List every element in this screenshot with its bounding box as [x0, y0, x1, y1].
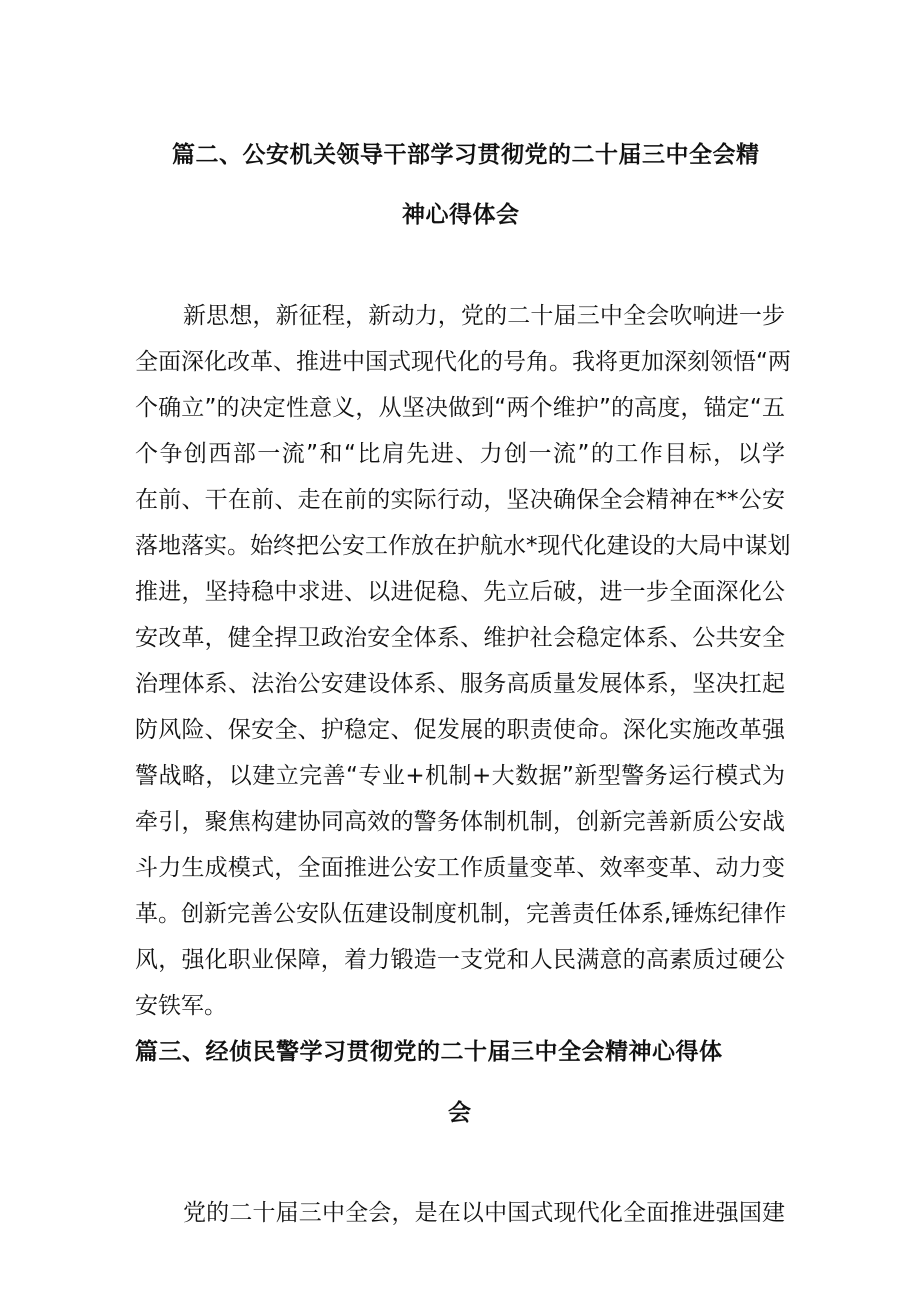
paragraph-line: 全面深化改革、推进中国式现代化的号角。我将更加深刻领悟“两	[135, 349, 791, 375]
paragraph-line: 在前、干在前、走在前的实际行动，坚决确保全会精神在**公安	[135, 487, 785, 513]
section3-title-line1: 篇三、经侦民警学习贯彻党的二十届三中全会精神心得体	[135, 1039, 723, 1065]
paragraph-line: 牵引，聚焦构建协同高效的警务体制机制，创新完善新质公安战	[135, 809, 785, 835]
section2-title-line1: 篇二、公安机关领导干部学习贯彻党的二十届三中全会精	[172, 142, 760, 168]
paragraph-line: 党的二十届三中全会，是在以中国式现代化全面推进强国建	[183, 1200, 785, 1226]
paragraph-line: 治理体系、法治公安建设体系、服务高质量发展体系，坚决扛起	[135, 671, 785, 697]
paragraph-line: 安改革，健全捍卫政治安全体系、维护社会稳定体系、公共安全	[135, 625, 785, 651]
paragraph-line: 斗力生成模式，全面推进公安工作质量变革、效率变革、动力变	[135, 855, 785, 881]
paragraph-line: 革。创新完善公安队伍建设制度机制，完善责任体系,锤炼纪律作	[135, 901, 787, 927]
paragraph-line: 个争创西部一流”和“比肩先进、力创一流”的工作目标，以学	[135, 441, 785, 467]
paragraph-line: 个确立”的决定性意义，从坚决做到“两个维护”的高度，锚定“五	[135, 395, 785, 421]
section3-title-line2: 会	[448, 1100, 472, 1126]
paragraph-line: 风，强化职业保障，着力锻造一支党和人民满意的高素质过硬公	[135, 947, 785, 973]
paragraph-line: 防风险、保安全、护稳定、促发展的职责使命。深化实施改革强	[135, 717, 785, 743]
paragraph-line: 落地落实。始终把公安工作放在护航水*现代化建设的大局中谋划	[135, 533, 791, 559]
paragraph-line: 推进，坚持稳中求进、以进促稳、先立后破，进一步全面深化公	[135, 579, 785, 605]
section2-title-line2: 神心得体会	[402, 202, 520, 228]
paragraph-line: 警战略，以建立完善“专业+机制+大数据”新型警务运行模式为	[135, 763, 785, 789]
paragraph-line: 安铁军。	[135, 993, 227, 1019]
paragraph-line: 新思想，新征程，新动力，党的二十届三中全会吹响进一步	[183, 303, 785, 329]
